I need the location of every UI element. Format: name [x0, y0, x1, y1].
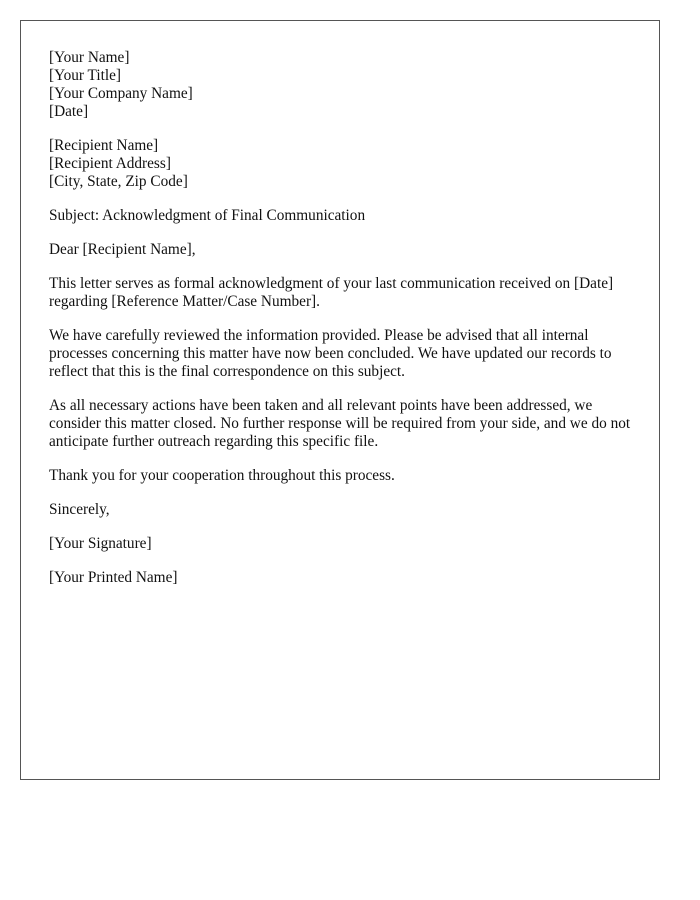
- printed-name: [Your Printed Name]: [49, 569, 178, 586]
- salutation: Dear [Recipient Name],: [49, 241, 196, 258]
- recipient-name: [Recipient Name]: [49, 137, 159, 154]
- sender-company: [Your Company Name]: [49, 85, 193, 102]
- letter-page: [20, 20, 660, 780]
- body-paragraph-1: This letter serves as formal acknowledgment of your last communication received on [Date] regarding [Reference Matter/Case Number].: [49, 275, 614, 310]
- subject-line: Subject: Acknowledgment of Final Communication: [49, 207, 366, 224]
- letter-body: [49, 49, 639, 603]
- signature-placeholder: [Your Signature]: [49, 535, 152, 552]
- sender-name: [Your Name]: [49, 49, 130, 66]
- recipient-block: [49, 137, 639, 191]
- recipient-city-state-zip: [City, State, Zip Code]: [49, 173, 188, 190]
- sender-date: [Date]: [49, 103, 89, 120]
- body-paragraph-4: Thank you for your cooperation throughout this process.: [49, 467, 395, 484]
- recipient-address: [Recipient Address]: [49, 155, 171, 172]
- sender-title: [Your Title]: [49, 67, 121, 84]
- sender-block: [49, 49, 639, 121]
- body-paragraph-2: We have carefully reviewed the information provided. Please be advised that all internal processes concerning this matter have now been concluded. We have updated our records to reflect that this is the final correspondence on this subject.: [49, 327, 612, 380]
- body-paragraph-3: As all necessary actions have been taken and all relevant points have been addressed, we consider this matter closed. No further response will be required from your side, and we do not anticipate further outreach regarding this specific file.: [49, 397, 631, 450]
- closing: Sincerely,: [49, 501, 110, 518]
